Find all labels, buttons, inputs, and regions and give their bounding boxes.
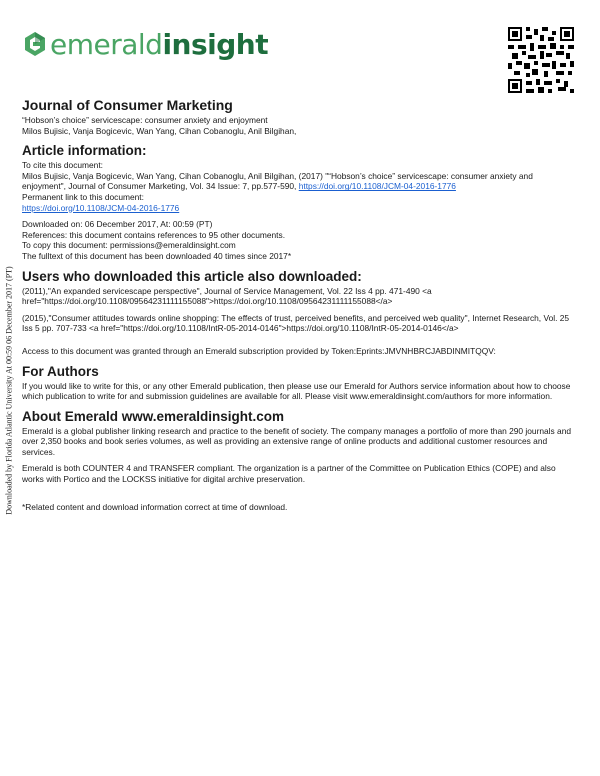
article-title: “Hobson’s choice” servicescape: consumer anxiety and enjoyment bbox=[22, 115, 268, 125]
about-heading: About Emerald www.emeraldinsight.com bbox=[22, 408, 285, 424]
qr-code[interactable] bbox=[508, 27, 574, 93]
for-authors-heading: For Authors bbox=[22, 363, 99, 379]
download-stamp: Downloaded by Florida Atlantic University At 00:59 06 December 2017 (PT) bbox=[4, 266, 14, 515]
citation-text: Milos Bujisic, Vanja Bogicevic, Wan Yang, Cihan Cobanoglu, Anil Bilgihan, (2017) "“Hobson’s choice” servicescape: consumer anxiety and enjoyment", Journal of Consumer Marketing, Vol. 34 Issue: 7, pp.577-590, bbox=[22, 170, 533, 192]
access-note: Access to this document was granted through an Emerald subscription provided by Token:Eprints:JMVNHBRCJABDINMITQQV: bbox=[22, 345, 496, 356]
about-paragraph-1: Emerald is a global publisher linking research and practice to the benefit of society. The company manages a portfolio of more than 290 journals and over 2,350 books and book series volumes, as well as providing an extensive range of online products and additional customer resources and services. bbox=[22, 425, 572, 457]
references-note: References: this document contains references to 95 other documents. bbox=[22, 229, 286, 240]
permanent-link[interactable]: https://doi.org/10.1108/JCM-04-2016-1776 bbox=[22, 202, 180, 213]
emerald-gem-icon bbox=[24, 31, 46, 57]
citation-link[interactable]: https://doi.org/10.1108/JCM-04-2016-1776 bbox=[298, 181, 456, 192]
downloaded-on: Downloaded on: 06 December 2017, At: 00:59 (PT) bbox=[22, 219, 213, 230]
related-item-2[interactable]: (2015),"Consumer attitudes towards online shopping: The effects of trust, perceived benefits, and perceived web quality", Internet Research, Vol. 25 Iss 5 pp. 707-733 <a href="https://doi.org/10.1108/IntR-05-2014-0146">https://doi.org/10.1108/IntR-05-2014-0146</a> bbox=[22, 312, 570, 334]
emerald-logo bbox=[24, 26, 268, 62]
logo-wordmark: emeraldinsight bbox=[50, 27, 269, 61]
footnote: *Related content and download information correct at time of download. bbox=[22, 501, 288, 512]
citation bbox=[22, 171, 578, 192]
cite-label: To cite this document: bbox=[22, 160, 103, 171]
for-authors-text: If you would like to write for this, or any other Emerald publication, then please use our Emerald for Authors service information about how to choose which publication to write for and submission guidelines are available for all. Please visit www.emeraldinsight.com/authors for more information. bbox=[22, 380, 571, 402]
authors: Milos Bujisic, Vanja Bogicevic, Wan Yang, Cihan Cobanoglu, Anil Bilgihan, bbox=[22, 125, 297, 136]
journal-title: Journal of Consumer Marketing bbox=[22, 97, 233, 113]
copy-permissions: To copy this document: permissions@emeraldinsight.com bbox=[22, 240, 236, 251]
about-paragraph-2: Emerald is both COUNTER 4 and TRANSFER compliant. The organization is a partner of the Committee on Publication Ethics (COPE) and also works with Portico and the LOCKSS initiative for digital archive preservation. bbox=[22, 463, 556, 485]
related-item-1[interactable]: (2011),"An expanded servicescape perspective", Journal of Service Management, Vol. 22 Iss 4 pp. 471-490 <a href="https://doi.org/10.1108/09564231111155088">https://doi.org/10.1108/09564231111155088</a> bbox=[22, 285, 432, 307]
permanent-link-label: Permanent link to this document: bbox=[22, 191, 144, 202]
users-downloaded-heading: Users who downloaded this article also downloaded: bbox=[22, 268, 362, 284]
article-info-heading: Article information: bbox=[22, 143, 147, 159]
cover-page bbox=[22, 97, 578, 512]
fulltext-count: The fulltext of this document has been downloaded 40 times since 2017* bbox=[22, 250, 292, 261]
